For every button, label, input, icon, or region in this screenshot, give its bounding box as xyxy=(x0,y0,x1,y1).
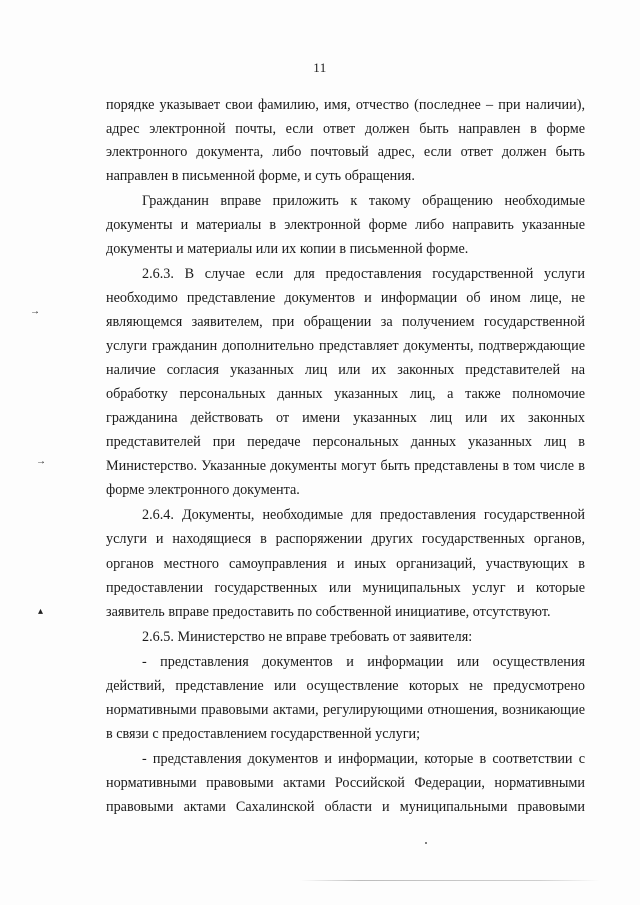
text-line: нормативными правовыми актами Российской Федерации, нормативными xyxy=(106,775,585,791)
text-line: Министерство. Указанные документы могут быть представлены в том числе в xyxy=(106,458,585,474)
text-line: нормативными правовыми актами, регулирующими отношения, возникающие xyxy=(106,702,585,718)
text-line: представителей при передаче персональных данных указанных лиц в xyxy=(106,434,585,450)
paragraph-first-line: 2.6.5. Министерство не вправе требовать от заявителя: xyxy=(142,629,473,645)
text-line: правовыми актами Сахалинской области и муниципальными правовыми xyxy=(106,799,585,815)
text-line: в связи с предоставлением государственной услуги; xyxy=(106,726,421,742)
margin-mark: → xyxy=(36,456,46,467)
text-line: адрес электронной почты, если ответ должен быть направлен в форме xyxy=(106,121,585,137)
text-line: порядке указывает свои фамилию, имя, отчество (последнее – при наличии), xyxy=(106,97,585,113)
text-line: наличие согласия указанных лиц или их законных представителей на xyxy=(106,362,585,378)
page-number: 11 xyxy=(313,60,327,75)
text-line: органов местного самоуправления и иных организаций, участвующих в xyxy=(106,556,585,572)
text-line: форме электронного документа. xyxy=(106,482,300,498)
text-line: документы и материалы или их копии в письменной форме. xyxy=(106,241,469,257)
margin-mark: ▴ xyxy=(38,606,44,617)
paragraph-first-line: 2.6.4. Документы, необходимые для предоставления государственной xyxy=(142,507,585,523)
scan-rule xyxy=(300,880,600,881)
text-line: услуги гражданин дополнительно представляет документы, подтверждающие xyxy=(106,338,585,354)
text-line: направлен в письменной форме, и суть обращения. xyxy=(106,168,415,184)
scan-speck xyxy=(425,842,427,844)
margin-mark: → xyxy=(30,306,40,317)
text-line: электронного документа, либо почтовый адрес, если ответ должен быть xyxy=(106,144,585,160)
paragraph-first-line: Гражданин вправе приложить к такому обращению необходимые xyxy=(142,193,585,209)
text-line: заявитель вправе предоставить по собственной инициативе, отсутствуют. xyxy=(106,604,551,620)
paragraph-first-line: 2.6.3. В случае если для предоставления государственной услуги xyxy=(142,266,585,282)
text-line: необходимо представление документов и информации об ином лице, не xyxy=(106,290,585,306)
text-line: действий, представление или осуществление которых не предусмотрено xyxy=(106,678,585,694)
text-line: услуги и находящиеся в распоряжении других государственных органов, xyxy=(106,531,585,547)
list-item-first-line: - представления документов и информации, которые в соответствии с xyxy=(142,751,585,767)
text-line: документы и материалы в электронной форме либо направить указанные xyxy=(106,217,585,233)
text-line: предоставлении государственных или муниципальных услуг и которые xyxy=(106,580,585,596)
text-line: являющемся заявителем, при обращении за получением государственной xyxy=(106,314,585,330)
text-line: гражданина действовать от имени указанных лиц или их законных xyxy=(106,410,585,426)
text-line: обработку персональных данных указанных лиц, а также полномочие xyxy=(106,386,585,402)
list-item-first-line: - представления документов и информации или осуществления xyxy=(142,654,585,670)
